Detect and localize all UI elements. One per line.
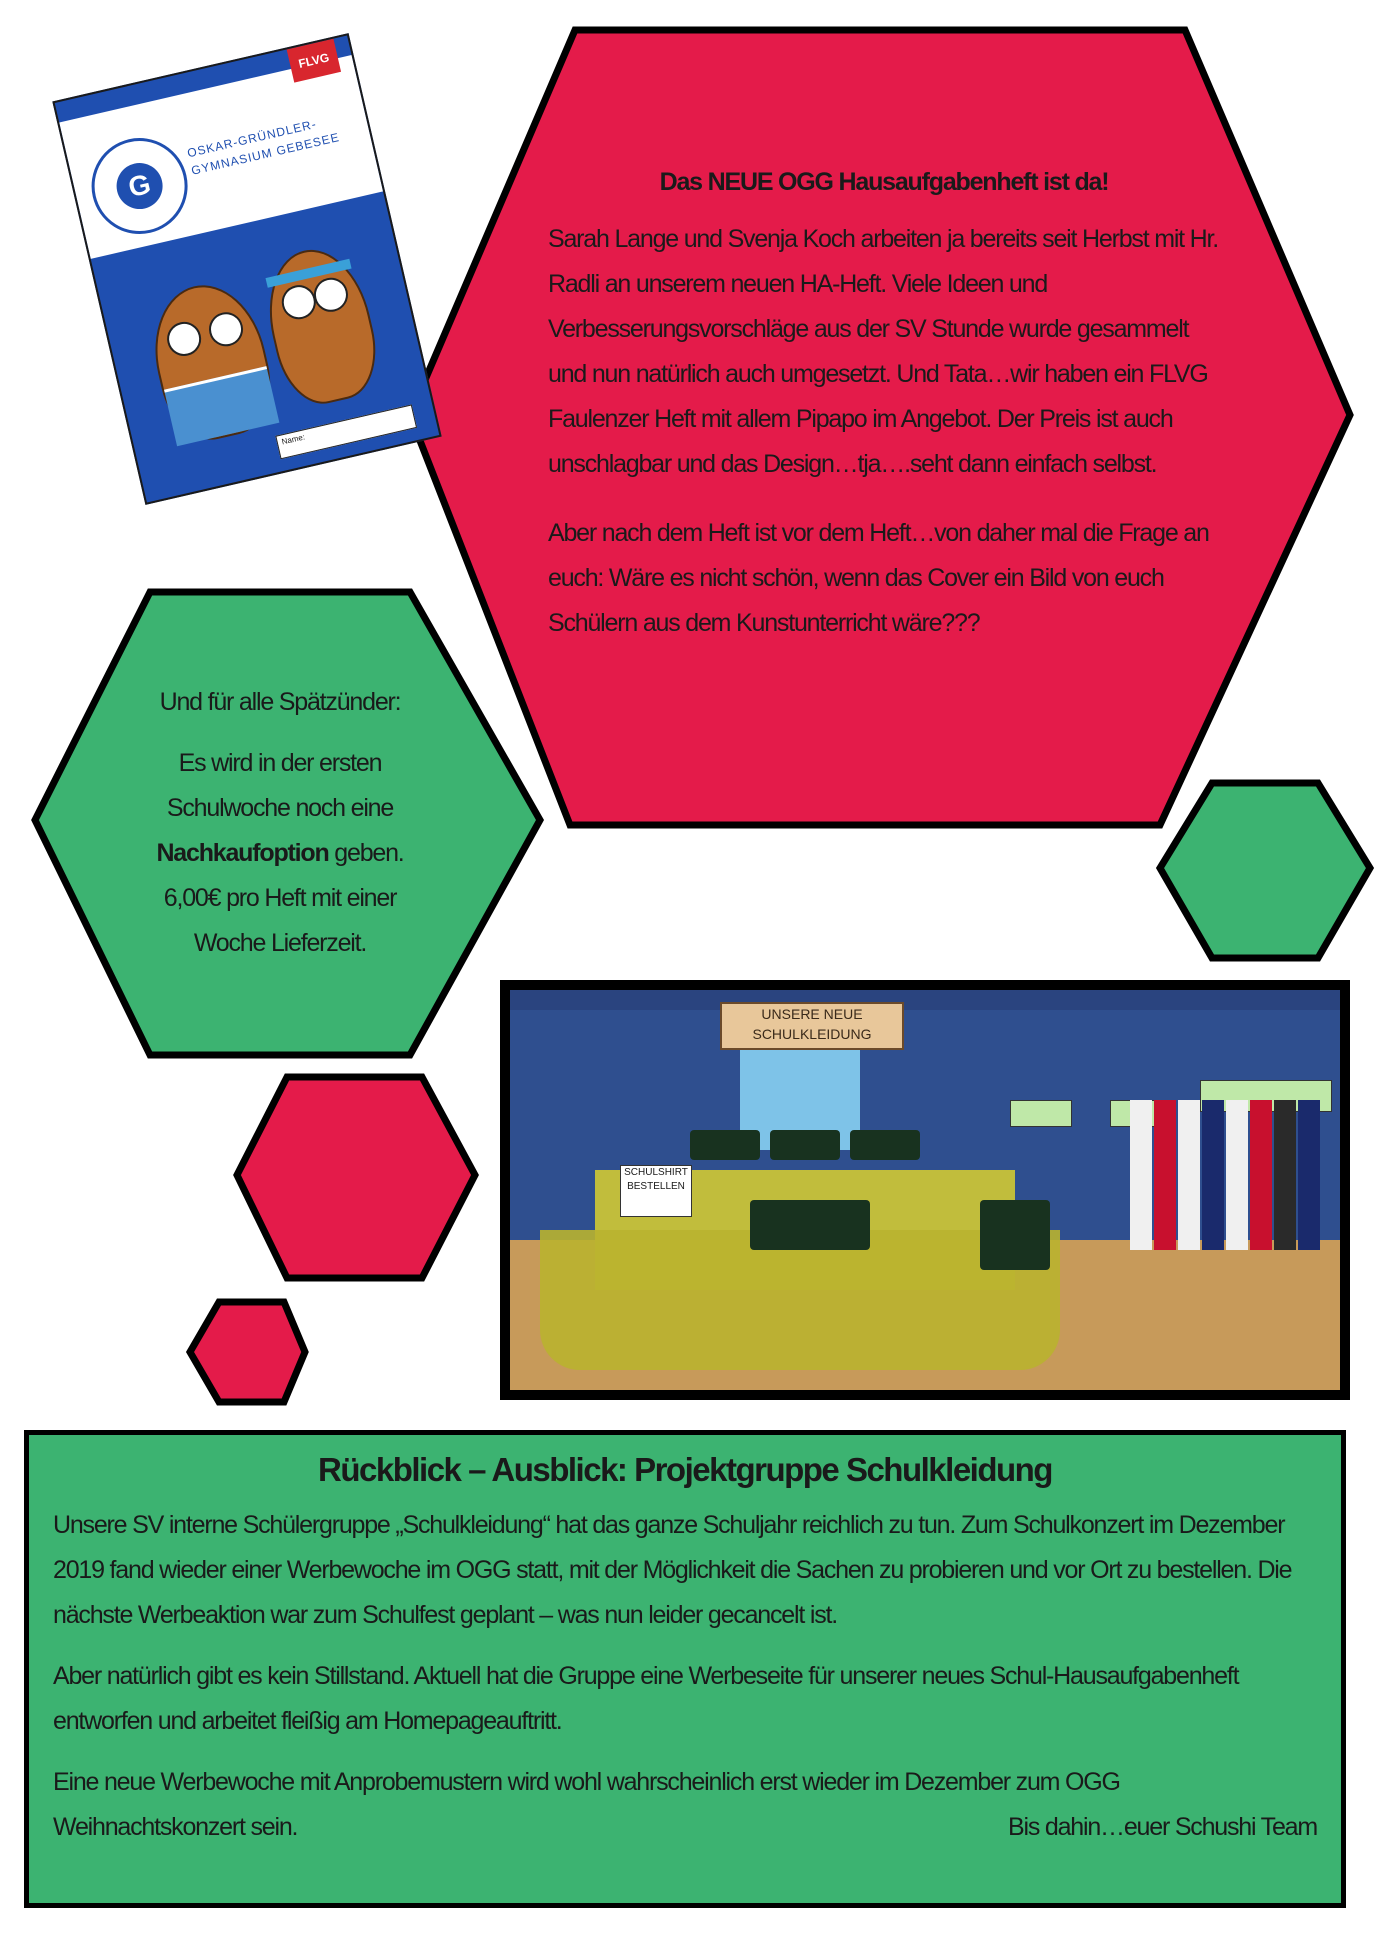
signoff: Bis dahin…euer Schushi Team xyxy=(1008,1813,1317,1841)
photo-price-sign xyxy=(1010,1100,1072,1127)
photo-wall-top xyxy=(510,990,1340,1010)
red-hexagon-small xyxy=(190,1302,305,1402)
owl-eye xyxy=(206,309,247,350)
cover-name-field: Name: xyxy=(275,404,417,459)
owl-eye xyxy=(311,274,352,315)
photo-hoodie xyxy=(1202,1100,1224,1250)
photo-banner: UNSERE NEUE SCHULKLEIDUNG xyxy=(720,1002,904,1050)
green-hexagon-small xyxy=(1160,783,1370,958)
red-hexagon-content xyxy=(548,160,1220,670)
school-logo-letter: G xyxy=(112,158,167,213)
green-hexagon-content xyxy=(130,680,430,982)
section-title: Rückblick – Ausblick: Projektgruppe Schulkleidung xyxy=(318,1451,1052,1488)
photo-order-box: SCHULSHIRT BESTELLEN xyxy=(620,1165,692,1217)
photo-hoodie xyxy=(1250,1100,1272,1250)
green-hexagon-intro: Und für alle Spätzünder: xyxy=(159,688,401,716)
photo-clothes-rack xyxy=(1130,1090,1330,1260)
photo-shirt xyxy=(750,1200,870,1250)
photo-shirt-stack xyxy=(770,1130,840,1160)
photo-hoodie xyxy=(1298,1100,1320,1250)
photo-hoodie xyxy=(1130,1100,1152,1250)
photo-shirt xyxy=(980,1200,1050,1270)
photo-image xyxy=(510,990,1340,1390)
red-hexagon-medium xyxy=(237,1077,475,1278)
red-hexagon-headline: Das NEUE OGG Hausaufgabenheft ist da! xyxy=(659,168,1109,196)
photo-hoodie xyxy=(1178,1100,1200,1250)
owl-eye xyxy=(164,319,205,360)
photo-hoodie xyxy=(1226,1100,1248,1250)
owl-illustration-left xyxy=(141,274,282,449)
section-paragraph-3 xyxy=(53,1760,1317,1850)
green-text-bold: Nachkaufoption xyxy=(156,839,329,867)
green-hexagon-body xyxy=(130,741,430,966)
photo-shirt-stack xyxy=(690,1130,760,1160)
red-hexagon-paragraph-1: Sarah Lange und Svenja Koch arbeiten ja bereits seit Herbst mit Hr. Radli an unserem neuen HA-Heft. Viele Ideen und Verbesserungsvorschläge aus der SV Stunde wurde gesammelt und nun natürlich auch umgesetzt. Und Tata…wir haben ein FLVG Faulenzer Heft mit allem Pipapo im Angebot. Der Preis ist auch unschlagbar und das Design…tja….seht dann einfach selbst. xyxy=(548,225,1219,478)
owl-sweater xyxy=(164,366,279,446)
photo-hoodie xyxy=(1154,1100,1176,1250)
flvg-badge: FLVG xyxy=(287,39,341,83)
owl-eye xyxy=(278,282,319,323)
schulkleidung-section xyxy=(24,1430,1346,1908)
section-paragraph-1: Unsere SV interne Schülergruppe „Schulkleidung“ hat das ganze Schuljahr reichlich zu tun. Zum Schulkonzert im Dezember 2019 fand wieder einer Werbewoche im OGG statt, mit der Möglichkeit die Sachen zu probieren und vor Ort zu bestellen. Die nächste Werbeaktion war zum Schulfest geplant – was nun leider gecancelt ist. xyxy=(53,1511,1292,1629)
section-paragraph-2: Aber natürlich gibt es kein Stillstand. Aktuell hat die Gruppe eine Werbeseite für unserer neues Schul-Hausaufgabenheft entworfen und arbeitet fleißig am Homepageauftritt. xyxy=(53,1662,1239,1735)
photo-hoodie xyxy=(1274,1100,1296,1250)
green-text-end: geben. 6,00€ pro Heft mit einer Woche Lieferzeit. xyxy=(163,839,404,957)
green-text-start: Es wird in der ersten Schulwoche noch eine xyxy=(166,749,394,822)
section-paragraph-3-text: Eine neue Werbewoche mit Anprobemustern wird wohl wahrscheinlich erst wieder im Dezember zum OGG Weihnachtskonzert sein. xyxy=(53,1768,1120,1841)
red-hexagon-paragraph-2: Aber nach dem Heft ist vor dem Heft…von daher mal die Frage an euch: Wäre es nicht schön, wenn das Cover ein Bild von euch Schülern aus dem Kunstunterricht wäre??? xyxy=(548,519,1209,637)
cover-school-name: OSKAR-GRÜNDLER-GYMNASIUM GEBESEE xyxy=(185,116,341,178)
school-clothing-photo xyxy=(500,980,1350,1400)
owl-illustration-right xyxy=(256,240,387,412)
photo-shirt-stack xyxy=(850,1130,920,1160)
